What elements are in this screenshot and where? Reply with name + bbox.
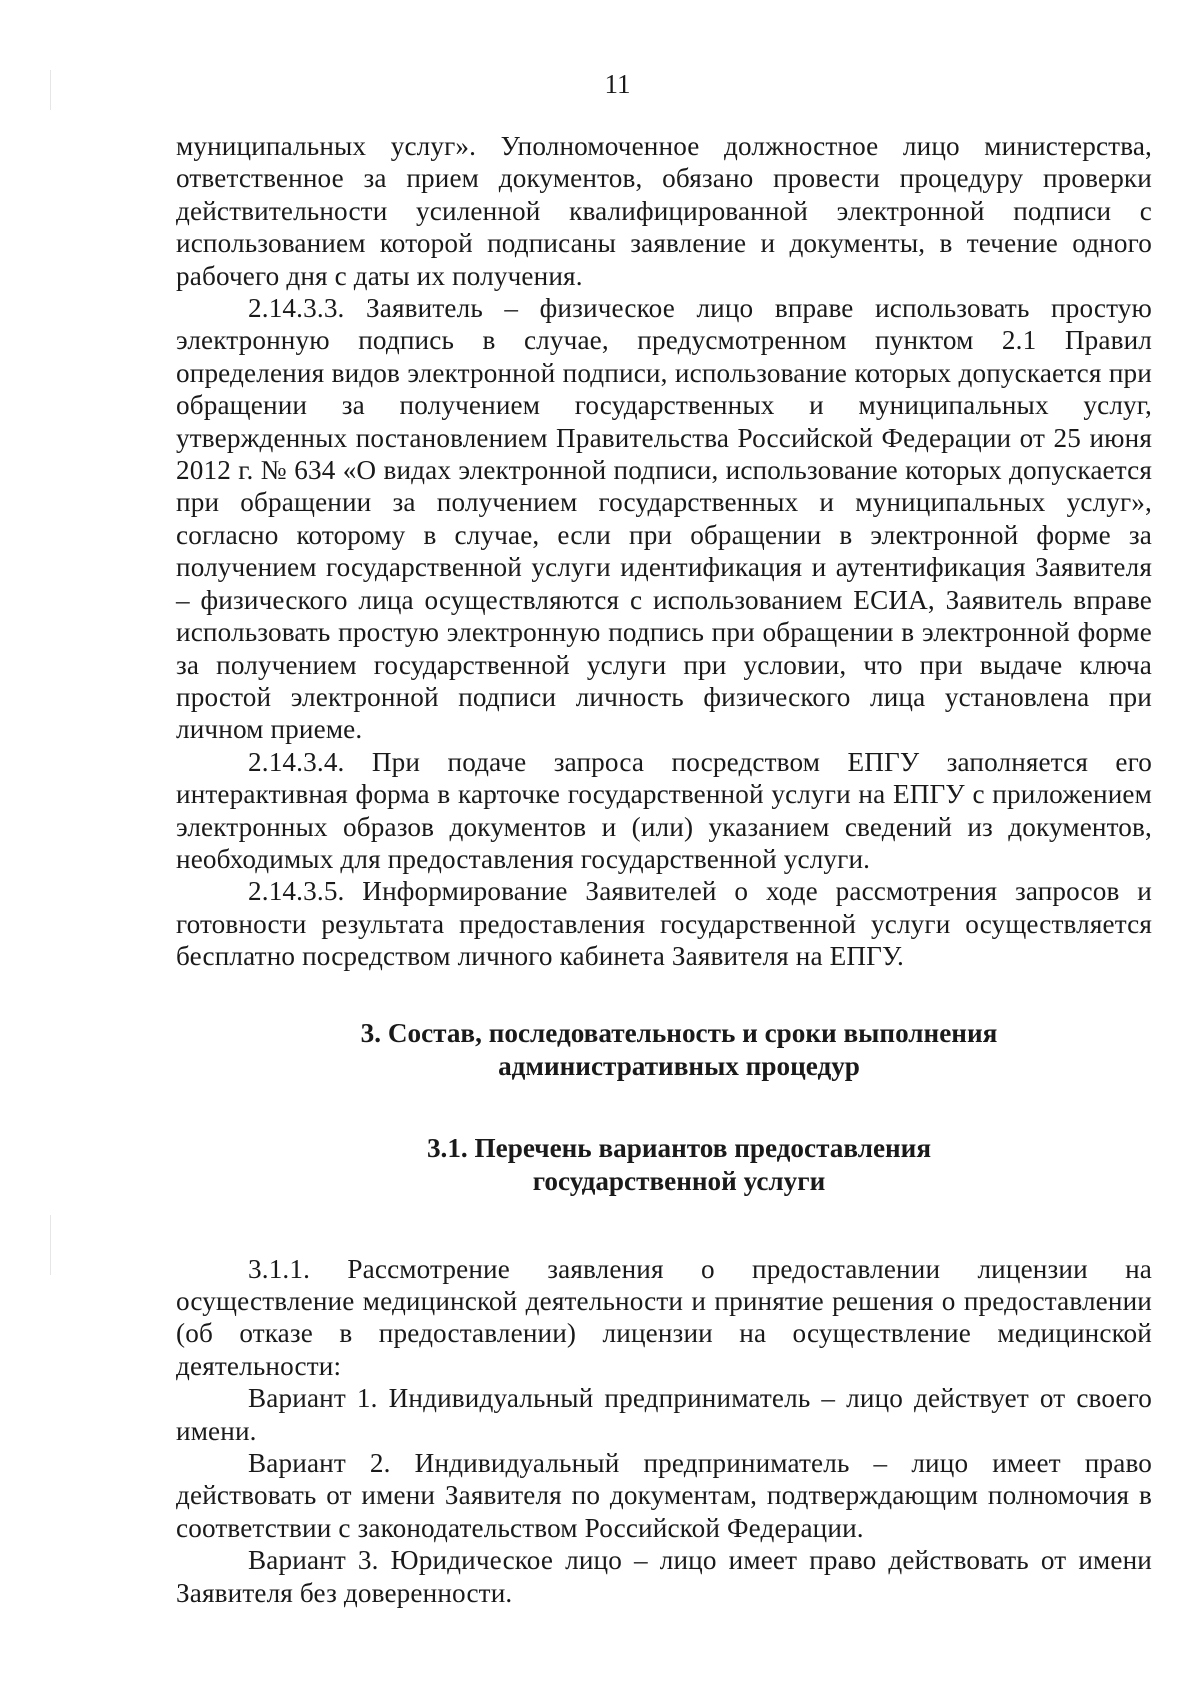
variant-2: Вариант 2. Индивидуальный предприниматель – лицо имеет право действовать от имени Заявителя по документам, подтверждающим полномочия в соответствии с законодательством Российской Федерации. bbox=[176, 1448, 1152, 1543]
paragraph-2-14-3-4: 2.14.3.4. При подаче запроса посредством ЕПГУ заполняется его интерактивная форма в карточке государственной услуги на ЕПГУ с приложением электронных образов документов и (или) указанием сведений из документов, необходимых для предоставления государственной услуги. bbox=[176, 746, 1152, 874]
section-3-1-heading bbox=[206, 1132, 1152, 1198]
section-3-heading-line-1: 3. Состав, последовательность и сроки выполнения bbox=[360, 1017, 998, 1048]
paragraph-2-14-3-3: 2.14.3.3. Заявитель – физическое лицо вправе использовать простую электронную подпись в случае, предусмотренном пунктом 2.1 Правил определения видов электронной подписи, использование которых допускается при обращении за получением государственных и муниципальных услуг, утвержденных постановлением Правительства Российской Федерации от 25 июня 2012 г. № 634 «О видах электронной подписи, использование которых допускается при обращении за получением государственных и муниципальных услуг», согласно которому в случае, если при обращении в электронной форме за получением государственной услуги идентификация и аутентификация Заявителя – физического лица осуществляются с использованием ЕСИА, Заявитель вправе использовать простую электронную подпись при обращении в электронной форме за получением государственной услуги при условии, что при выдаче ключа простой электронной подписи личность физического лица установлена при личном приеме. bbox=[176, 293, 1152, 745]
section-3-1-heading-line-1: 3.1. Перечень вариантов предоставления bbox=[426, 1132, 932, 1163]
page-number: 11 bbox=[604, 69, 631, 99]
document-body bbox=[176, 130, 1152, 1609]
section-3-1-heading-line-2: государственной услуги bbox=[532, 1165, 826, 1196]
section-3-heading bbox=[206, 1017, 1152, 1083]
variant-3: Вариант 3. Юридическое лицо – лицо имеет право действовать от имени Заявителя без доверенности. bbox=[176, 1545, 1152, 1608]
paragraph-3-1-1: 3.1.1. Рассмотрение заявления о предоставлении лицензии на осуществление медицинской деятельности и принятие решения о предоставлении (об отказе в предоставлении) лицензии на осуществление медицинской деятельности: bbox=[176, 1253, 1152, 1381]
paragraph-2-14-3-5: 2.14.3.5. Информирование Заявителей о ходе рассмотрения запросов и готовности результата предоставления государственной услуги осуществляется бесплатно посредством личного кабинета Заявителя на ЕПГУ. bbox=[176, 876, 1152, 972]
section-3-heading-line-2: административных процедур bbox=[498, 1050, 860, 1081]
paragraph-continuation: муниципальных услуг». Уполномоченное должностное лицо министерства, ответственное за прием документов, обязано провести процедуру проверки действительности усиленной квалифицированной электронной подписи с использованием которой подписаны заявление и документы, в течение одного рабочего дня с даты их получения. bbox=[176, 131, 1152, 291]
scan-edge-mark bbox=[50, 1215, 51, 1275]
variant-1: Вариант 1. Индивидуальный предприниматель – лицо действует от своего имени. bbox=[176, 1383, 1152, 1446]
